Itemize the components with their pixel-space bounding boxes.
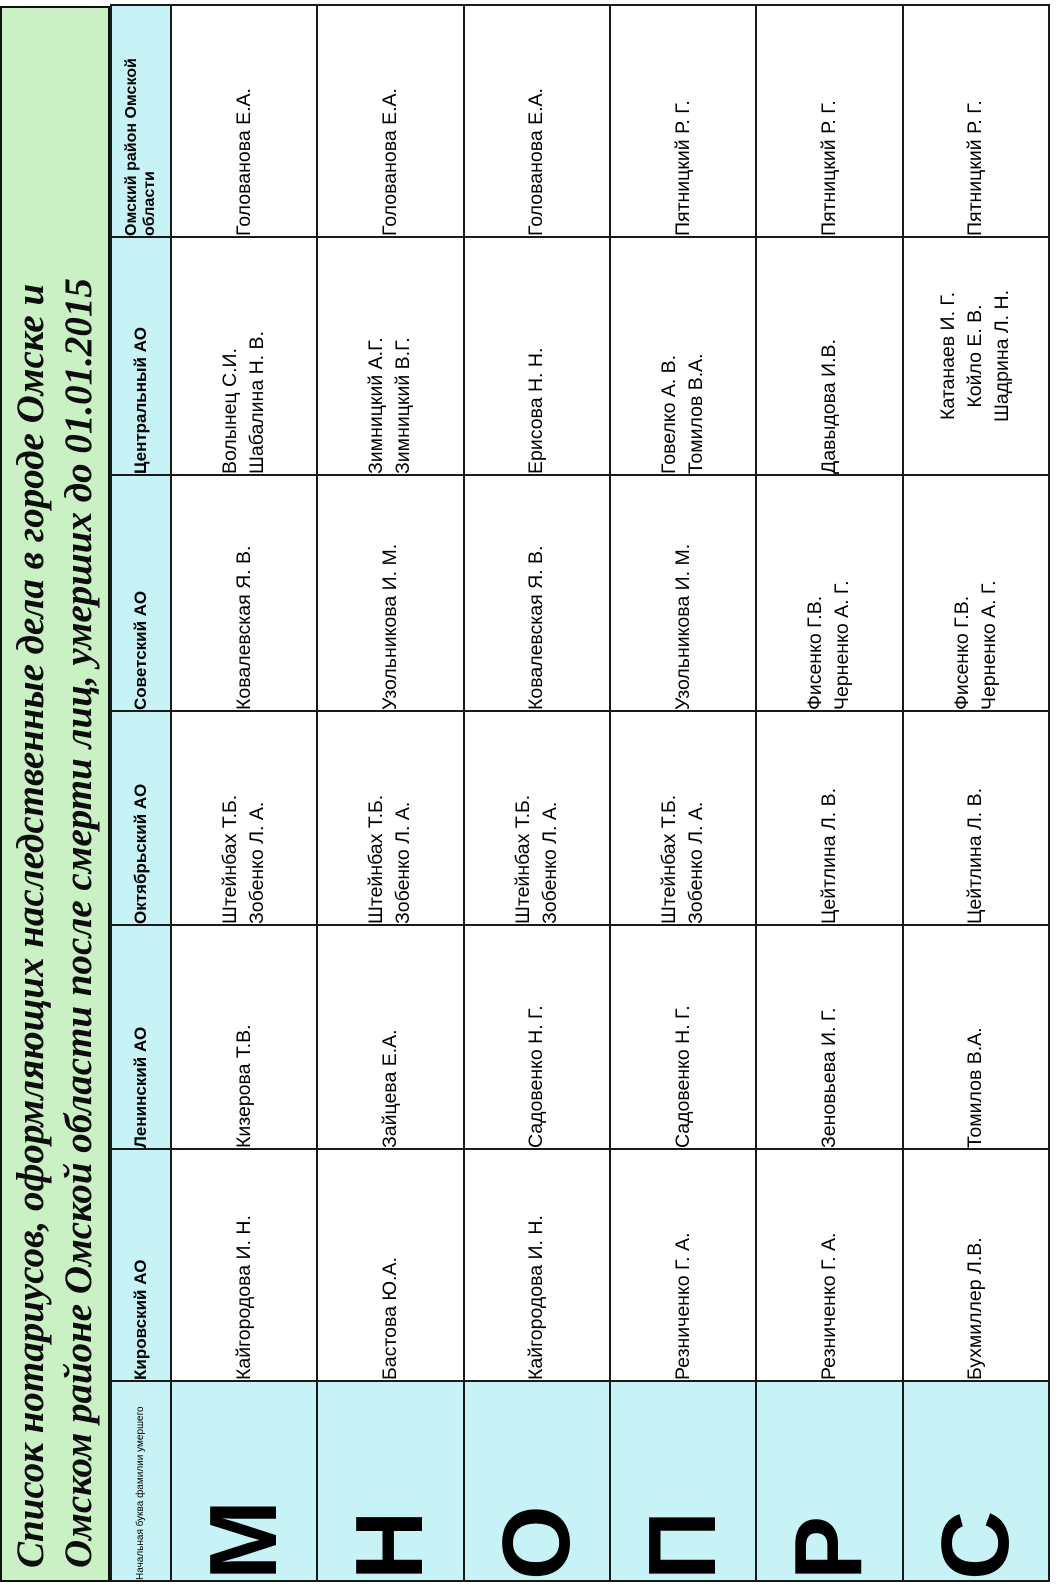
column-header-omsky: Омский район Омской области bbox=[111, 5, 171, 237]
cell-oktyabrsky bbox=[610, 711, 756, 925]
document-title bbox=[0, 6, 110, 1582]
title-line-2: Омском районе Омской области после смерти лиц, умерших до 01.01.2015 bbox=[57, 278, 100, 1568]
notary-name: Волынец С.И. bbox=[219, 348, 242, 474]
notary-name: Ковалевская Я. В. bbox=[525, 545, 548, 710]
notary-name: Зимницкий А.Г. bbox=[365, 337, 388, 474]
notary-name: Цейтлина Л. В. bbox=[964, 787, 987, 924]
column-header-leninsky: Ленинский АО bbox=[111, 925, 171, 1149]
notary-name: Фисенко Г.В. bbox=[950, 595, 973, 710]
notary-name: Штейнбах Т.Б. bbox=[219, 794, 242, 924]
cell-leninsky bbox=[317, 925, 463, 1149]
cell-sovetsky bbox=[171, 475, 317, 711]
notary-name: Бастова Ю.А. bbox=[378, 1257, 401, 1380]
cell-omsky bbox=[317, 5, 463, 237]
notary-name: Шабалина Н. В. bbox=[246, 331, 269, 474]
cell-kirovsky bbox=[610, 1149, 756, 1381]
notary-name: Пятницкий Р. Г. bbox=[964, 100, 987, 236]
cell-oktyabrsky bbox=[903, 711, 1049, 925]
notary-list-sheet bbox=[0, 6, 1050, 1582]
cell-oktyabrsky bbox=[171, 711, 317, 925]
notary-name: Кайгородова И. Н. bbox=[525, 1215, 548, 1380]
notary-name: Койло Е. В. bbox=[964, 304, 987, 408]
notary-name: Пятницкий Р. Г. bbox=[817, 100, 840, 236]
notary-name: Штейнбах Т.Б. bbox=[658, 794, 681, 924]
notary-name: Зобенко Л. А. bbox=[392, 801, 415, 924]
notary-name: Цейтлина Л. В. bbox=[817, 787, 840, 924]
row-letter: М bbox=[171, 1381, 317, 1581]
notary-table bbox=[110, 4, 1050, 1582]
table-row bbox=[171, 5, 317, 1581]
cell-oktyabrsky bbox=[317, 711, 463, 925]
notary-name: Кизерова Т.В. bbox=[232, 1024, 255, 1148]
notary-name: Говелко А. В. bbox=[658, 354, 681, 474]
table-row bbox=[464, 5, 610, 1581]
column-header-oktyabrsky: Октябрьский АО bbox=[111, 711, 171, 925]
title-line-1: Список нотариусов, оформляющих наследственные дела в городе Омске и bbox=[9, 283, 52, 1568]
table-row bbox=[756, 5, 902, 1581]
notary-name: Кайгородова И. Н. bbox=[232, 1215, 255, 1380]
notary-name: Садовенко Н. Г. bbox=[671, 1005, 694, 1148]
notary-name: Пятницкий Р. Г. bbox=[671, 100, 694, 236]
cell-oktyabrsky bbox=[756, 711, 902, 925]
column-header-sovetsky: Советский АО bbox=[111, 475, 171, 711]
cell-sovetsky bbox=[317, 475, 463, 711]
cell-tsentralny bbox=[317, 237, 463, 475]
notary-name: Узольникова И. М. bbox=[671, 543, 694, 710]
row-letter: О bbox=[464, 1381, 610, 1581]
cell-kirovsky bbox=[464, 1149, 610, 1381]
notary-name: Садовенко Н. Г. bbox=[525, 1005, 548, 1148]
cell-leninsky bbox=[464, 925, 610, 1149]
cell-sovetsky bbox=[464, 475, 610, 711]
notary-name: Зобенко Л. А. bbox=[246, 801, 269, 924]
notary-name: Ерисова Н. Н. bbox=[525, 347, 548, 474]
cell-omsky bbox=[756, 5, 902, 237]
notary-name: Шадрина Л. Н. bbox=[991, 290, 1014, 422]
notary-name: Голованова Е.А. bbox=[232, 88, 255, 236]
cell-sovetsky bbox=[756, 475, 902, 711]
table-row bbox=[610, 5, 756, 1581]
notary-name: Томилов В.А. bbox=[964, 1027, 987, 1148]
cell-tsentralny bbox=[756, 237, 902, 475]
notary-name: Зобенко Л. А. bbox=[685, 801, 708, 924]
notary-name: Черненко А. Г. bbox=[977, 580, 1000, 710]
notary-name: Штейнбах Т.Б. bbox=[511, 794, 534, 924]
notary-name: Черненко А. Г. bbox=[831, 580, 854, 710]
notary-name: Зобенко Л. А. bbox=[538, 801, 561, 924]
column-header-letter: Начальная буква фамилии умершего bbox=[111, 1381, 171, 1581]
notary-name: Бухмиллер Л.В. bbox=[964, 1237, 987, 1380]
row-letter: Р bbox=[756, 1381, 902, 1581]
cell-kirovsky bbox=[756, 1149, 902, 1381]
cell-omsky bbox=[610, 5, 756, 237]
cell-oktyabrsky bbox=[464, 711, 610, 925]
cell-omsky bbox=[171, 5, 317, 237]
notary-name: Фисенко Г.В. bbox=[804, 595, 827, 710]
notary-name: Узольникова И. М. bbox=[378, 543, 401, 710]
cell-kirovsky bbox=[171, 1149, 317, 1381]
cell-omsky bbox=[464, 5, 610, 237]
table-row bbox=[903, 5, 1049, 1581]
notary-name: Ковалевская Я. В. bbox=[232, 545, 255, 710]
row-letter: Н bbox=[317, 1381, 463, 1581]
cell-omsky bbox=[903, 5, 1049, 237]
notary-name: Голованова Е.А. bbox=[378, 88, 401, 236]
notary-name: Зимницкий В.Г. bbox=[392, 337, 415, 474]
cell-leninsky bbox=[903, 925, 1049, 1149]
table-row bbox=[317, 5, 463, 1581]
row-letter: С bbox=[903, 1381, 1049, 1581]
cell-kirovsky bbox=[317, 1149, 463, 1381]
column-header-tsentralny: Центральный АО bbox=[111, 237, 171, 475]
cell-tsentralny bbox=[610, 237, 756, 475]
notary-name: Зеновьева И. Г. bbox=[817, 1007, 840, 1148]
cell-kirovsky bbox=[903, 1149, 1049, 1381]
cell-leninsky bbox=[610, 925, 756, 1149]
table-body bbox=[171, 5, 1049, 1581]
cell-tsentralny bbox=[464, 237, 610, 475]
column-header-kirovsky: Кировский АО bbox=[111, 1149, 171, 1381]
notary-name: Зайцева Е.А. bbox=[378, 1029, 401, 1148]
notary-name: Голованова Е.А. bbox=[525, 88, 548, 236]
notary-name: Томилов В.А. bbox=[685, 353, 708, 474]
cell-tsentralny bbox=[171, 237, 317, 475]
notary-name: Резниченко Г. А. bbox=[671, 1232, 694, 1380]
notary-name: Давыдова И.В. bbox=[817, 339, 840, 474]
notary-name: Штейнбах Т.Б. bbox=[365, 794, 388, 924]
cell-sovetsky bbox=[903, 475, 1049, 711]
row-letter: П bbox=[610, 1381, 756, 1581]
cell-leninsky bbox=[171, 925, 317, 1149]
table-header-row bbox=[111, 5, 171, 1581]
cell-tsentralny bbox=[903, 237, 1049, 475]
notary-name: Резниченко Г. А. bbox=[817, 1232, 840, 1380]
cell-leninsky bbox=[756, 925, 902, 1149]
notary-name: Катанаев И. Г. bbox=[937, 291, 960, 421]
cell-sovetsky bbox=[610, 475, 756, 711]
